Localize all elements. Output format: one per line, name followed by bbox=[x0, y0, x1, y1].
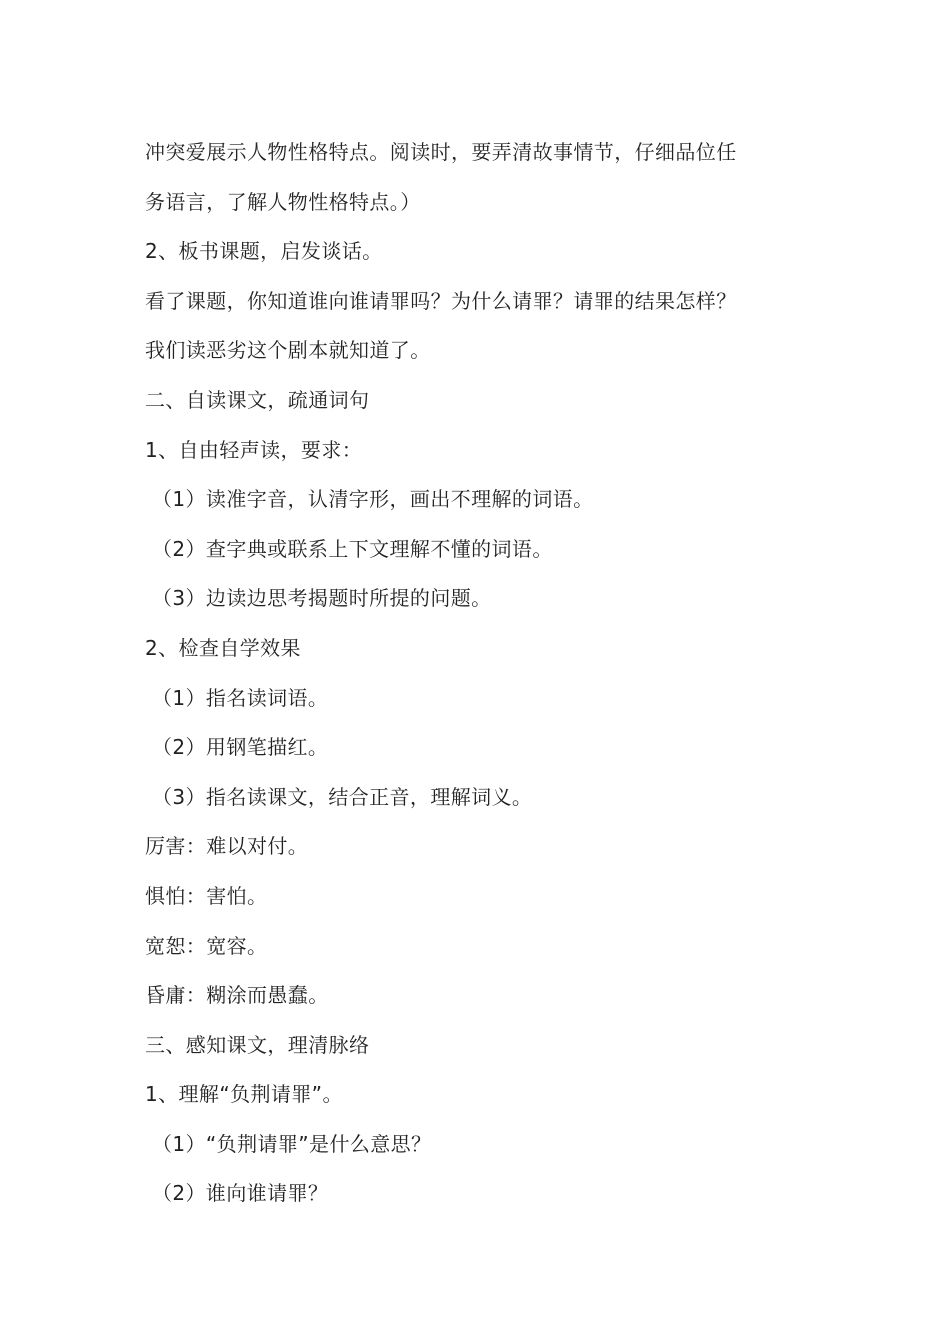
section-heading: 三、感知课文，理清脉络 bbox=[145, 1032, 370, 1057]
paragraph-line: 看了课题，你知道谁向谁请罪吗？为什么请罪？请罪的结果怎样？ bbox=[145, 288, 737, 313]
list-item: （2）谁向谁请罪？ bbox=[152, 1181, 329, 1206]
list-item: （2）用钢笔描红。 bbox=[152, 735, 329, 760]
list-item: （3）边读边思考揭题时所提的问题。 bbox=[152, 586, 492, 611]
definition-line: 宽恕：宽容。 bbox=[145, 933, 268, 958]
definition-line: 厉害：难以对付。 bbox=[145, 834, 309, 859]
paragraph-line: 务语言，了解人物性格特点。） bbox=[145, 189, 421, 214]
paragraph-line: 冲突爱展示人物性格特点。阅读时，要弄清故事情节，仔细品位任 bbox=[145, 140, 737, 164]
list-item: （1）“负荆请罪”是什么意思？ bbox=[152, 1131, 432, 1156]
list-item: （1）指名读词语。 bbox=[152, 685, 329, 710]
document-body bbox=[145, 128, 825, 1219]
definition-line: 惧怕：害怕。 bbox=[145, 883, 268, 908]
paragraph-line: 我们读恶劣这个剧本就知道了。 bbox=[145, 338, 431, 363]
list-item: （2）查字典或联系上下文理解不懂的词语。 bbox=[152, 536, 553, 561]
step-heading: 2、检查自学效果 bbox=[145, 635, 301, 660]
list-item: （1）读准字音，认清字形，画出不理解的词语。 bbox=[152, 487, 594, 512]
step-heading: 1、自由轻声读，要求： bbox=[145, 437, 363, 462]
definition-line: 昏庸：糊涂而愚蠢。 bbox=[145, 983, 329, 1008]
step-heading: 1、理解“负荆请罪”。 bbox=[145, 1082, 343, 1107]
section-heading: 二、自读课文，疏通词句 bbox=[145, 387, 370, 412]
list-item: （3）指名读课文，结合正音，理解词义。 bbox=[152, 784, 533, 809]
step-heading: 2、板书课题，启发谈话。 bbox=[145, 239, 383, 264]
